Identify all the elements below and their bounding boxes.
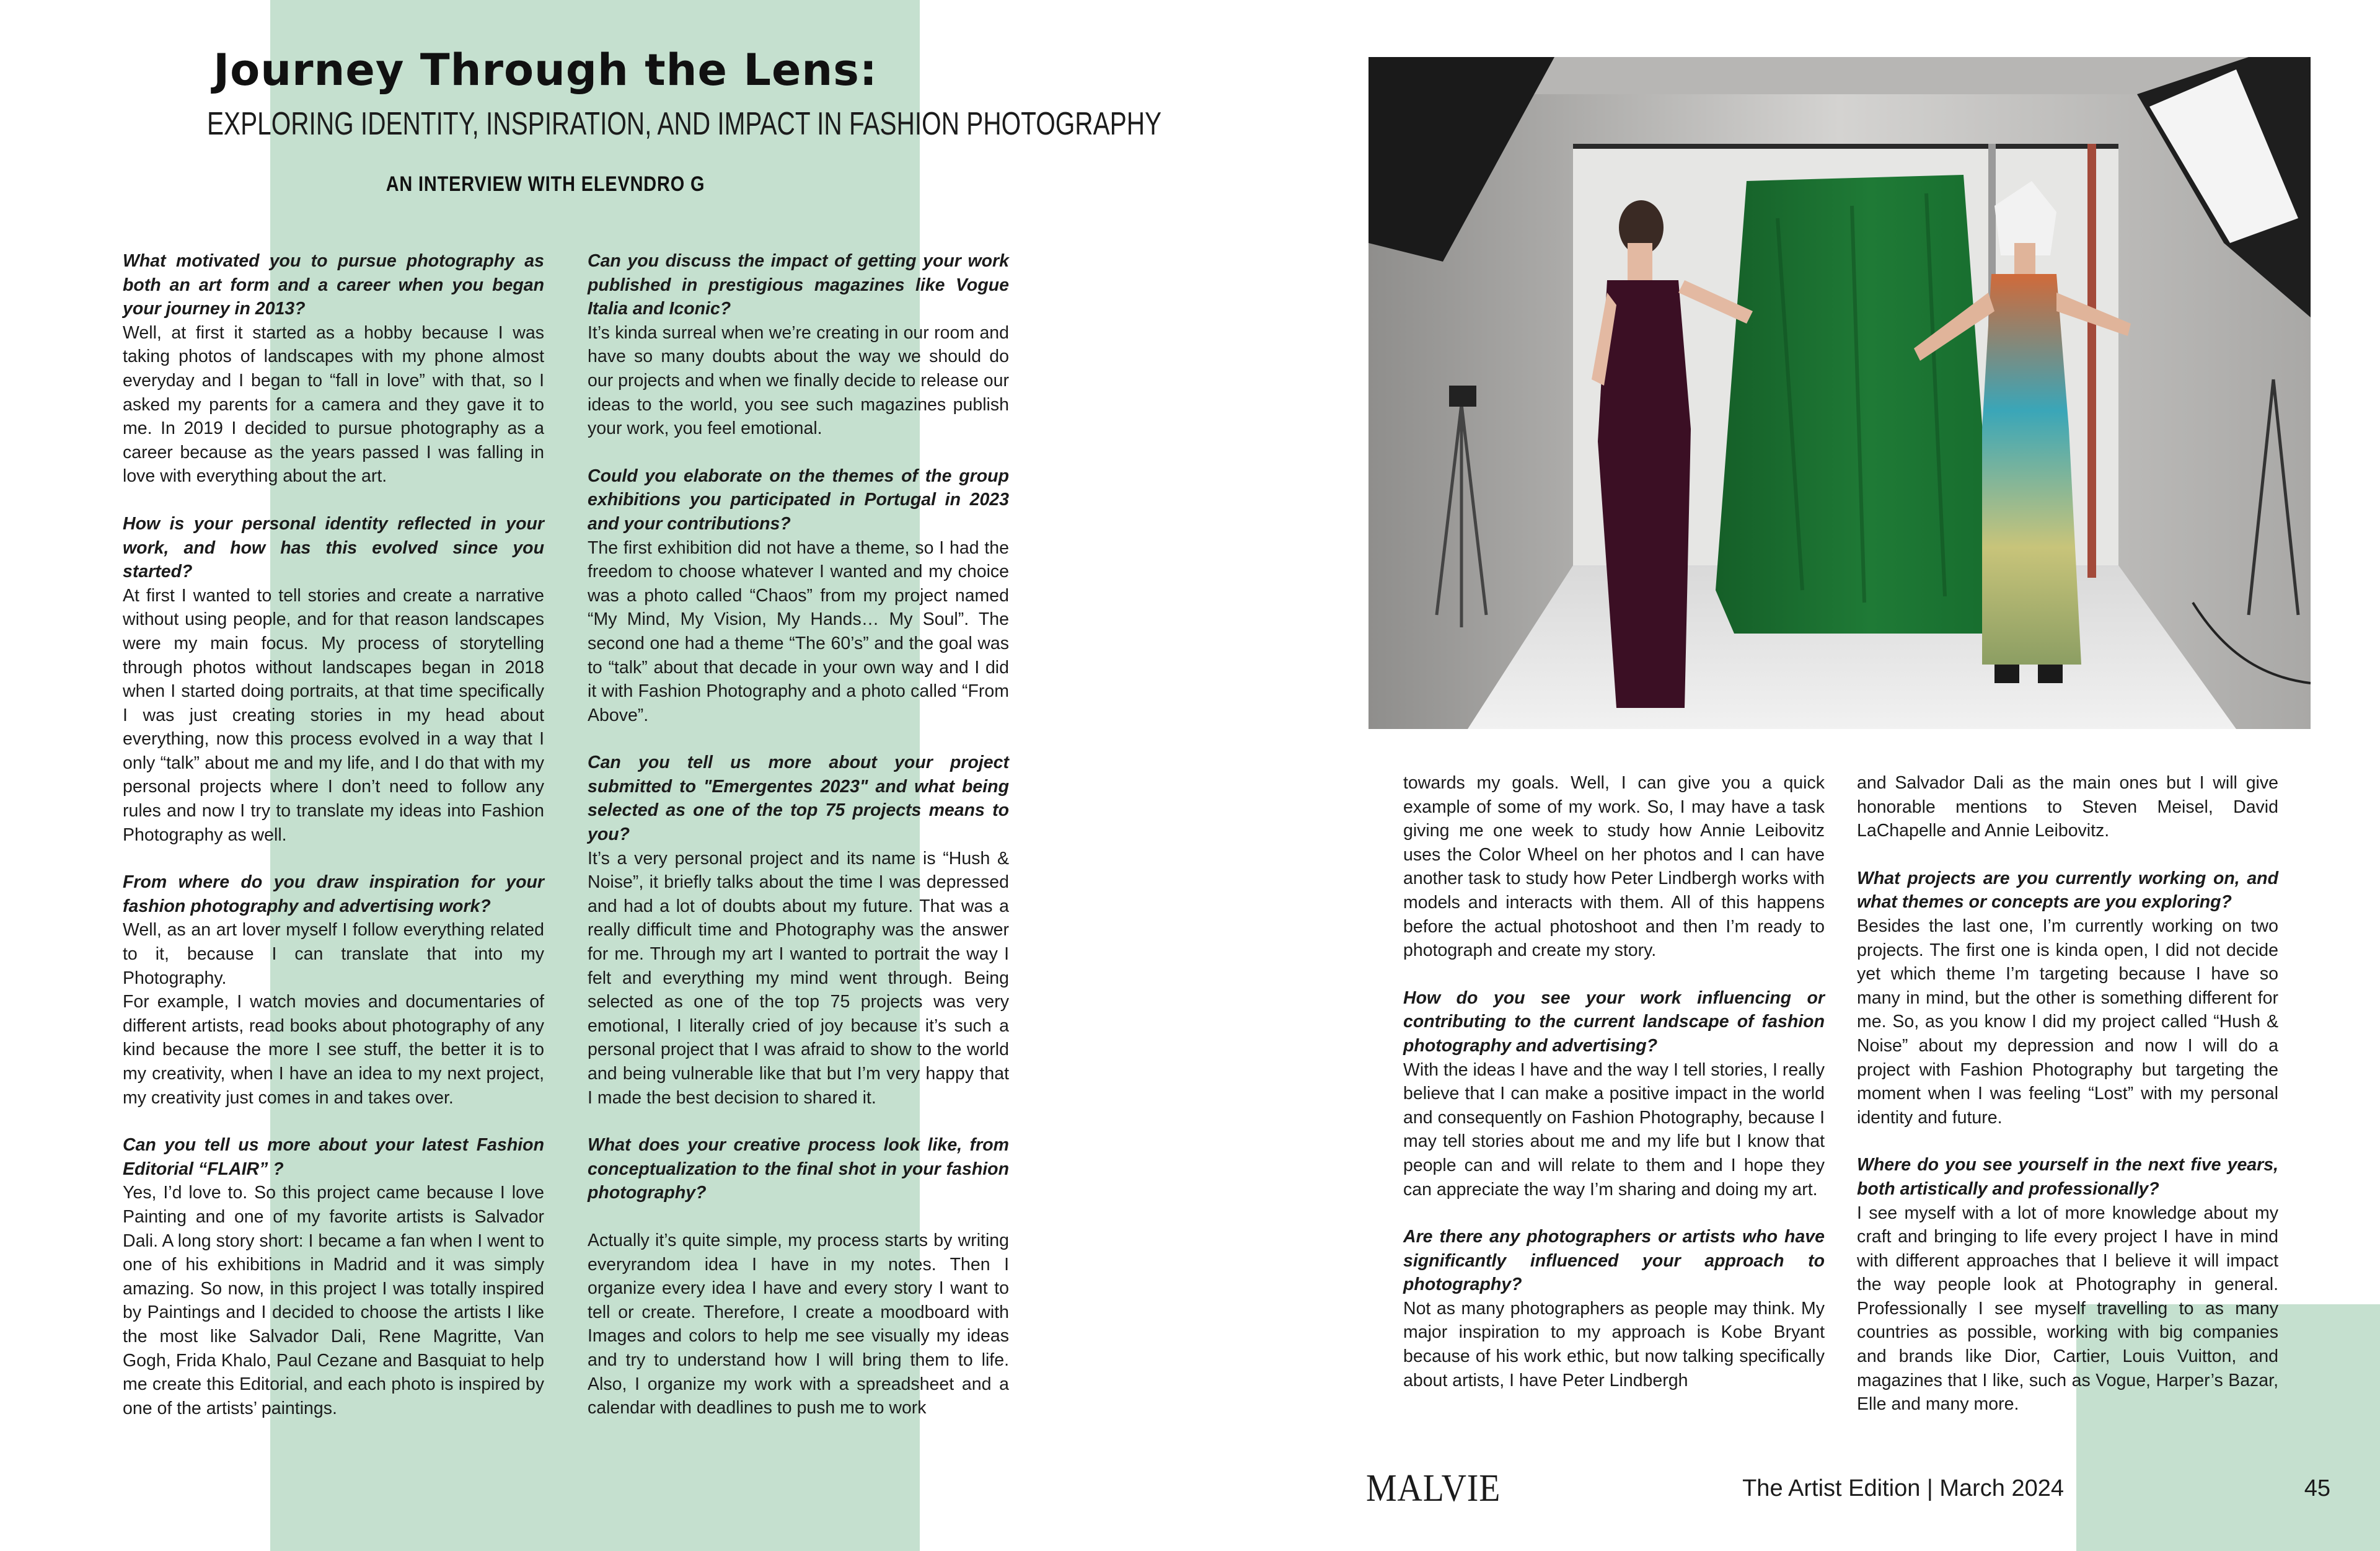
paragraph-gap [1857,843,2278,867]
interview-answer: and Salvador Dali as the main ones but I will give honorable mentions to Steven Meisel, David LaChapelle and Annie Leibovitz. [1857,773,2278,841]
magazine-logo: MALVIE [1366,1467,1501,1509]
interview-question: How is your personal identity reflected in your work, and how has this evolved since you started? [123,513,544,582]
article-title: Journey Through the Lens: [213,45,878,95]
interview-answer [588,1205,1009,1229]
interview-answer: Well, at first it started as a hobby because I was taking photos of landscapes with my phone almost everyday and I began to “fall in love” with that, so I asked my parents for a camera and they gave it to me. In 2019 I decided to pursue photography as a career because as the years passed I was falling in love with everything about the art. [123,322,544,487]
interview-answer: Actually it’s quite simple, my process starts by writing everyrandom idea I have in my notes. Then I organize every idea I have and every story I want to tell or create. Therefore, I create a moodboard with Images and colors to help me see visually my ideas and try to understand how I will bring them to life. Also, I organize my work with a spreadsheet and a calendar with deadlines to push me to work [588,1230,1009,1418]
text-column-4 [1857,771,2278,1416]
text-column-1 [123,249,544,1420]
interview-answer: Not as many photographers as people may think. My major inspiration to my approach is Kobe Bryant because of his work ethic, but now talking specifically about artists, I have Peter Lindbergh [1403,1298,1825,1390]
interview-question: Where do you see yourself in the next five years, both artistically and professionally? [1857,1155,2278,1199]
article-byline: AN INTERVIEW WITH ELEVNDRO G [386,172,705,196]
interview-question: Can you discuss the impact of getting your work published in prestigious magazines like Vogue Italia and Iconic? [588,251,1009,319]
interview-answer: With the ideas I have and the way I tell stories, I really believe that I can make a positive impact in the world and consequently on Fashion Photography, because I may tell stories about me and my life but I know that people can and will relate to them and I hope they can appreciate the way I’m sharing and doing my art. [1403,1059,1825,1200]
interview-answer: towards my goals. Well, I can give you a quick example of some of my work. So, I may have a task giving me one week to study how Annie Leibovitz uses the Color Wheel on her photos and I can have another task to study how Peter Lindbergh works with models and interacts with them. All of this happens before the actual photoshoot and then I’m ready to photograph and create my story. [1403,773,1825,961]
interview-answer: Well, as an art lover myself I follow everything related to it, because I can translate that into my Photography. [123,920,544,988]
interview-answer: I see myself with a lot of more knowledge about my craft and bringing to life every project I have in mind with different approaches that I believe it will impact the way people look at Photography in general. Professionally I see myself travelling to as many countries as possible, working with big companies and brands like Dior, Cartier, Louis Vuitton, and magazines that I like, such as Vogue, Harper’s Bazar, Elle and many more. [1857,1203,2278,1415]
interview-answer: It’s kinda surreal when we’re creating in our room and have so many doubts about the way we should do our projects and when we finally decide to release our ideas to the world, you see such magazines publish your work, you feel emotional. [588,322,1009,439]
interview-answer: Yes, I’d love to. So this project came because I love Painting and one of my favorite artists is Salvador Dali. A long story short: I became a fan when I went to one of his exhibitions in Madrid and it was simply amazing. So now, in this project I was totally inspired by Paintings and I decided to choose the artists I like the most like Salvador Dali, Rene Magritte, Van Gogh, Frida Khalo, Paul Cezane and Basquiat to help me create this Editorial, and each photo is inspired by one of the artists’ paintings. [123,1183,544,1418]
paragraph-gap [123,488,544,512]
article-subtitle: EXPLORING IDENTITY, INSPIRATION, AND IMPACT IN FASHION PHOTOGRAPHY [207,106,1162,142]
paragraph-gap [1403,963,1825,986]
paragraph-gap [588,441,1009,464]
paragraph-gap [123,1110,544,1133]
text-column-3 [1403,771,1825,1392]
interview-answer: Besides the last one, I’m currently working on two projects. The first one is kinda open, I did not decide yet which theme I’m targeting because I have so many in mind, but the other is something different for me. So, as you know I did my project called “Hush & Noise” about my depression and now I will do a project with Fashion Photography but targeting the moment when I was feeling “Lost” with my personal identity and future. [1857,916,2278,1128]
text-column-2 [588,249,1009,1420]
paragraph-gap [588,1110,1009,1133]
studio-photo [1368,57,2311,729]
interview-question: Are there any photographers or artists who have significantly influenced your approach to photography? [1403,1227,1825,1295]
interview-question: Can you tell us more about your project submitted to "Emergentes 2023" and what being selected as one of the top 75 projects means to you? [588,753,1009,845]
interview-question: Can you tell us more about your latest Fashion Editorial “FLAIR” ? [123,1135,544,1179]
interview-answer: The first exhibition did not have a theme, so I had the freedom to choose whatever I wanted and my choice was a photo called “Chaos” from my project named “My Mind, My Vision, My Hands… My Soul”. The second one had a theme “The 60’s” and the goal was to “talk” about that decade in your own way and I did it with Fashion Photography and a photo called “From Above”. [588,537,1009,725]
paragraph-gap [588,727,1009,751]
interview-question: From where do you draw inspiration for your fashion photography and advertising work? [123,872,544,916]
paragraph-gap [1857,1129,2278,1153]
interview-question: Could you elaborate on the themes of the group exhibitions you participated in Portugal in 2023 and your contributions? [588,466,1009,534]
interview-question: What projects are you currently working on, and what themes or concepts are you exploring? [1857,868,2278,912]
paragraph-gap [123,847,544,870]
edition-label: The Artist Edition | March 2024 [1742,1475,2064,1501]
interview-answer: At first I wanted to tell stories and create a narrative without using people, and for that reason landscapes were my main focus. My process of storytelling through photos without landscapes began in 2018 when I started doing portraits, at that time specifically I was just creating stories in my head about everything, now this process evolved in a way that I only “talk” about me and my life, and I do that with my personal projects where I don’t need to follow any rules and now I try to translate my ideas into Fashion Photography as well. [123,585,544,845]
paragraph-gap [1403,1201,1825,1225]
interview-question: How do you see your work influencing or contributing to the current landscape of fashion photography and advertising? [1403,988,1825,1056]
interview-answer: For example, I watch movies and documentaries of different artists, read books about photography of any kind because the more I see stuff, the better it is to my creativity, when I have an idea to my next project, my creativity just comes in and takes over. [123,992,544,1108]
studio-photo-illustration [1368,57,2311,729]
page-number: 45 [2304,1475,2330,1501]
interview-question: What does your creative process look like, from conceptualization to the final shot in your fashion photography? [588,1135,1009,1203]
interview-answer: It’s a very personal project and its name is “Hush & Noise”, it briefly talks about the time I was depressed and had a lot of doubts about my future. That was a really difficult time and Photography was the answer for me. Through my art I wanted to portrait the way I felt and everything my mind went through. Being selected as one of the top 75 projects was very emotional, I literally cried of joy because it’s such a personal project that I was afraid to show to the world and being vulnerable like that but I’m very happy that I made the best decision to shared it. [588,848,1009,1108]
interview-question: What motivated you to pursue photography as both an art form and a career when you began your journey in 2013? [123,251,544,319]
